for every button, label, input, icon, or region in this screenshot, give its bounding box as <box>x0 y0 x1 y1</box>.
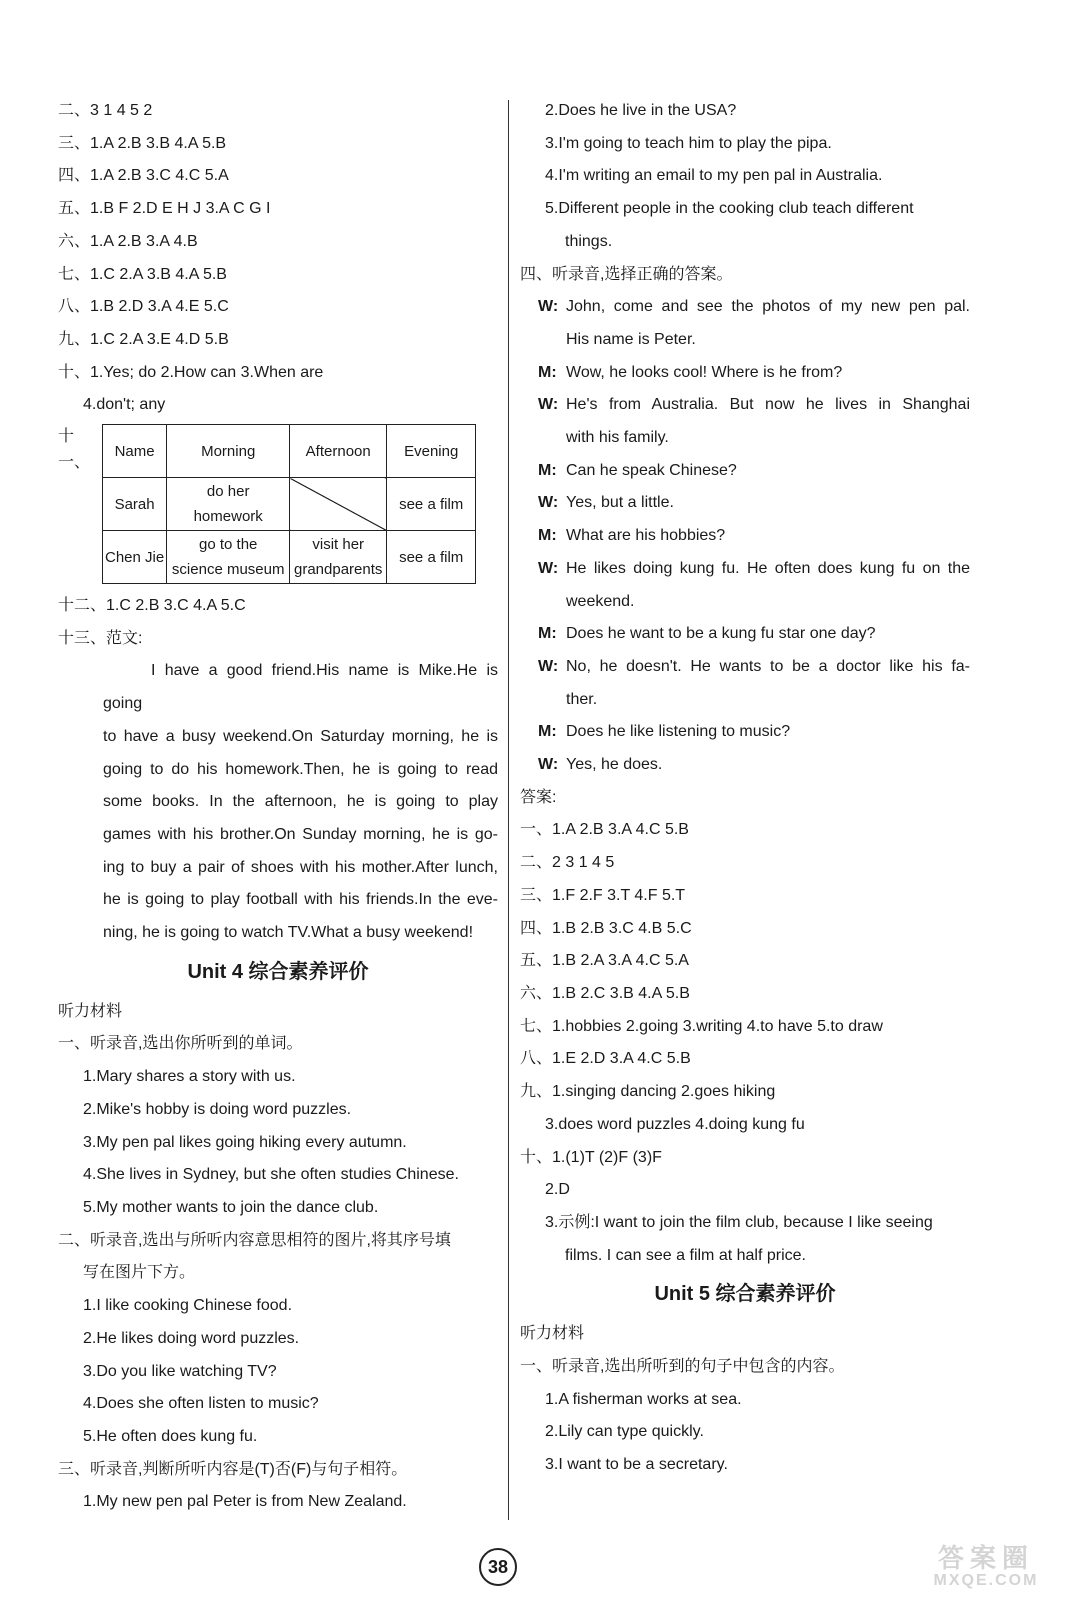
table-cell: go to the science museum <box>167 531 290 584</box>
essay-line: ing to buy a pair of shoes with his mother.After lunch, <box>103 858 498 876</box>
dialogue-line: What are his hobbies? <box>566 527 726 545</box>
speaker-label: M: <box>538 527 557 545</box>
speaker-label: W: <box>538 494 559 512</box>
dialogue-line: John, come and see the photos of my new pen pal. <box>566 298 970 316</box>
dialogue <box>520 291 970 782</box>
essay-line: to have a busy weekend.On Saturday morning, he is <box>103 727 498 745</box>
list-item: 5.He often does kung fu. <box>83 1427 258 1445</box>
list-item: 2.Does he live in the USA? <box>545 102 737 119</box>
essay-line: some books. In the afternoon, he is going to play <box>103 793 498 811</box>
list-item: 3.Do you like watching TV? <box>83 1362 277 1380</box>
answer-line: 三、1.A 2.B 3.B 4.A 5.B <box>58 134 227 152</box>
speaker-label: M: <box>538 363 557 381</box>
unit4-title: Unit 4 综合素养评价 <box>187 960 369 983</box>
answers-label: 答案: <box>520 788 557 806</box>
table-cell: do her homework <box>167 478 290 531</box>
essay-line: he is going to play football with his friends.In the eve- <box>103 891 498 909</box>
essay-line: ning, he is going to watch TV.What a busy weekend! <box>103 924 474 942</box>
dialogue-line: Does he want to be a kung fu star one day? <box>566 625 876 643</box>
answer-line: 九、1.singing dancing 2.goes hiking <box>520 1083 776 1101</box>
answer-line: 一、1.A 2.B 3.A 4.C 5.B <box>520 821 689 839</box>
unit5-title: Unit 5 综合素养评价 <box>654 1283 836 1306</box>
header-cell: Morning <box>167 425 290 478</box>
header-cell: Evening <box>387 425 476 478</box>
table-cell: Chen Jie <box>103 531 167 584</box>
answer-line: 八、1.E 2.D 3.A 4.C 5.B <box>520 1050 691 1068</box>
list-item: 3.I want to be a secretary. <box>545 1456 728 1474</box>
left-column <box>58 95 498 1519</box>
section-title: 一、听录音,选出你所听到的单词。 <box>58 1035 303 1053</box>
dialogue-turn <box>520 291 970 356</box>
column-divider <box>508 100 509 1520</box>
dialogue-line: His name is Peter. <box>566 330 696 348</box>
schedule-table-block <box>58 424 498 584</box>
section-title: 一、听录音,选出所听到的句子中包含的内容。 <box>520 1358 845 1376</box>
speaker-label: W: <box>538 559 559 577</box>
answer-line: 二、3 1 4 5 2 <box>58 102 153 119</box>
header-cell: Afternoon <box>290 425 387 478</box>
dialogue-turn <box>520 487 970 520</box>
table-row <box>103 531 476 584</box>
answer-line: 五、1.B F 2.D E H J 3.A C G I <box>58 200 271 218</box>
answer-line: 五、1.B 2.A 3.A 4.C 5.A <box>520 952 689 970</box>
answer-line: 九、1.C 2.A 3.E 4.D 5.B <box>58 330 229 348</box>
dialogue-turn <box>520 389 970 454</box>
essay-line: I have a good friend.His name is Mike.He is going <box>103 662 498 713</box>
speaker-label: M: <box>538 461 557 479</box>
list-item: 1.A fisherman works at sea. <box>545 1390 742 1408</box>
watermark-logo <box>906 1544 1066 1594</box>
dialogue-turn <box>520 455 970 488</box>
listening-label: 听力材料 <box>520 1325 585 1343</box>
speaker-label: M: <box>538 723 557 741</box>
dialogue-line: Yes, but a little. <box>566 494 674 512</box>
dialogue-line: Can he speak Chinese? <box>566 461 737 479</box>
list-item: 4.She lives in Sydney, but she often studies Chinese. <box>83 1166 459 1184</box>
list-item: 3.My pen pal likes going hiking every autumn. <box>83 1133 407 1151</box>
essay-paragraph <box>58 655 498 949</box>
dialogue-turn <box>520 357 970 390</box>
answer-line-cont: 3.does word puzzles 4.doing kung fu <box>545 1115 805 1133</box>
list-item: 2.Lily can type quickly. <box>545 1423 704 1441</box>
answer-line: 七、1.hobbies 2.going 3.writing 4.to have 5.to draw <box>520 1017 883 1035</box>
answer-line: 二、2 3 1 4 5 <box>520 854 615 872</box>
answer-line: 六、1.A 2.B 3.A 4.B <box>58 232 198 250</box>
section-title: 四、听录音,选择正确的答案。 <box>520 265 733 283</box>
table-label: 十一、 <box>58 428 91 472</box>
list-item: 1.Mary shares a story with us. <box>83 1068 296 1086</box>
answer-line: 三、1.F 2.F 3.T 4.F 5.T <box>520 886 686 904</box>
section-title: 二、听录音,选出与所听内容意思相符的图片,将其序号填 <box>58 1231 451 1249</box>
answer-line-cont: 2.D <box>545 1181 570 1199</box>
answer-line: 八、1.B 2.D 3.A 4.E 5.C <box>58 298 229 316</box>
list-item: 5.My mother wants to join the dance club. <box>83 1198 379 1216</box>
dialogue-turn <box>520 651 970 716</box>
speaker-label: W: <box>538 756 559 774</box>
answer-line: 十二、1.C 2.B 3.C 4.A 5.C <box>58 597 246 615</box>
dialogue-line: He likes doing kung fu. He often does kung fu on the <box>566 559 970 577</box>
speaker-label: M: <box>538 625 557 643</box>
answer-line: 十、1.(1)T (2)F (3)F <box>520 1148 662 1166</box>
dialogue-turn <box>520 553 970 618</box>
watermark-text: 答案圈 <box>937 1543 1034 1573</box>
table-cell-empty <box>290 478 387 531</box>
table-cell: Sarah <box>103 478 167 531</box>
header-cell: Name <box>103 425 167 478</box>
answer-line: 十、1.Yes; do 2.How can 3.When are <box>58 363 324 381</box>
dialogue-line: He's from Australia. But now he lives in Shanghai <box>566 396 970 414</box>
essay-line: going to do his homework.Then, he is going to read <box>103 760 498 778</box>
table-header-row <box>103 425 476 478</box>
essay-label: 十三、范文: <box>58 629 143 647</box>
list-item: 4.Does she often listen to music? <box>83 1395 319 1413</box>
list-item: 1.My new pen pal Peter is from New Zealand. <box>83 1493 407 1511</box>
essay-line: games with his brother.On Sunday morning, he is go- <box>103 825 498 843</box>
table-cell: visit her grandparents <box>290 531 387 584</box>
dialogue-line: weekend. <box>566 592 635 610</box>
list-item: 3.I'm going to teach him to play the pipa. <box>545 134 832 152</box>
speaker-label: W: <box>538 396 559 414</box>
speaker-label: W: <box>538 298 559 316</box>
section-title-cont: 写在图片下方。 <box>83 1264 196 1282</box>
table-cell: see a film <box>387 531 476 584</box>
answer-line: 四、1.A 2.B 3.C 4.C 5.A <box>58 167 229 185</box>
right-column <box>520 95 970 1482</box>
answer-line-cont: 4.don't; any <box>83 396 166 414</box>
speaker-label: W: <box>538 657 559 675</box>
answer-line-cont: films. I can see a film at half price. <box>565 1246 806 1264</box>
listening-label: 听力材料 <box>58 1002 123 1020</box>
dialogue-line: ther. <box>566 690 598 708</box>
list-item: 4.I'm writing an email to my pen pal in Australia. <box>545 167 883 185</box>
list-item: 2.He likes doing word puzzles. <box>83 1329 300 1347</box>
answer-line: 七、1.C 2.A 3.B 4.A 5.B <box>58 265 227 283</box>
list-item: 2.Mike's hobby is doing word puzzles. <box>83 1100 352 1118</box>
answer-line-cont: 3.示例:I want to join the film club, because I like seeing <box>545 1213 933 1231</box>
list-item: 5.Different people in the cooking club teach different <box>545 200 914 218</box>
schedule-table <box>102 424 476 584</box>
dialogue-line: Yes, he does. <box>566 756 663 774</box>
dialogue-turn <box>520 520 970 553</box>
dialogue-line: with his family. <box>566 429 669 447</box>
answer-line: 六、1.B 2.C 3.B 4.A 5.B <box>520 984 690 1002</box>
dialogue-line: No, he doesn't. He wants to be a doctor like his fa- <box>566 657 970 675</box>
table-row <box>103 478 476 531</box>
dialogue-turn <box>520 716 970 749</box>
watermark-url: MXQE.COM <box>933 1572 1039 1589</box>
dialogue-line: Wow, he looks cool! Where is he from? <box>566 363 843 381</box>
dialogue-line: Does he like listening to music? <box>566 723 791 741</box>
list-item-cont: things. <box>565 232 613 250</box>
dialogue-turn <box>520 618 970 651</box>
section-title: 三、听录音,判断所听内容是(T)否(F)与句子相符。 <box>58 1460 408 1478</box>
answer-line: 四、1.B 2.B 3.C 4.B 5.C <box>520 919 692 937</box>
page-number: 38 <box>479 1548 517 1586</box>
list-item: 1.I like cooking Chinese food. <box>83 1297 293 1315</box>
dialogue-turn <box>520 749 970 782</box>
table-cell: see a film <box>387 478 476 531</box>
